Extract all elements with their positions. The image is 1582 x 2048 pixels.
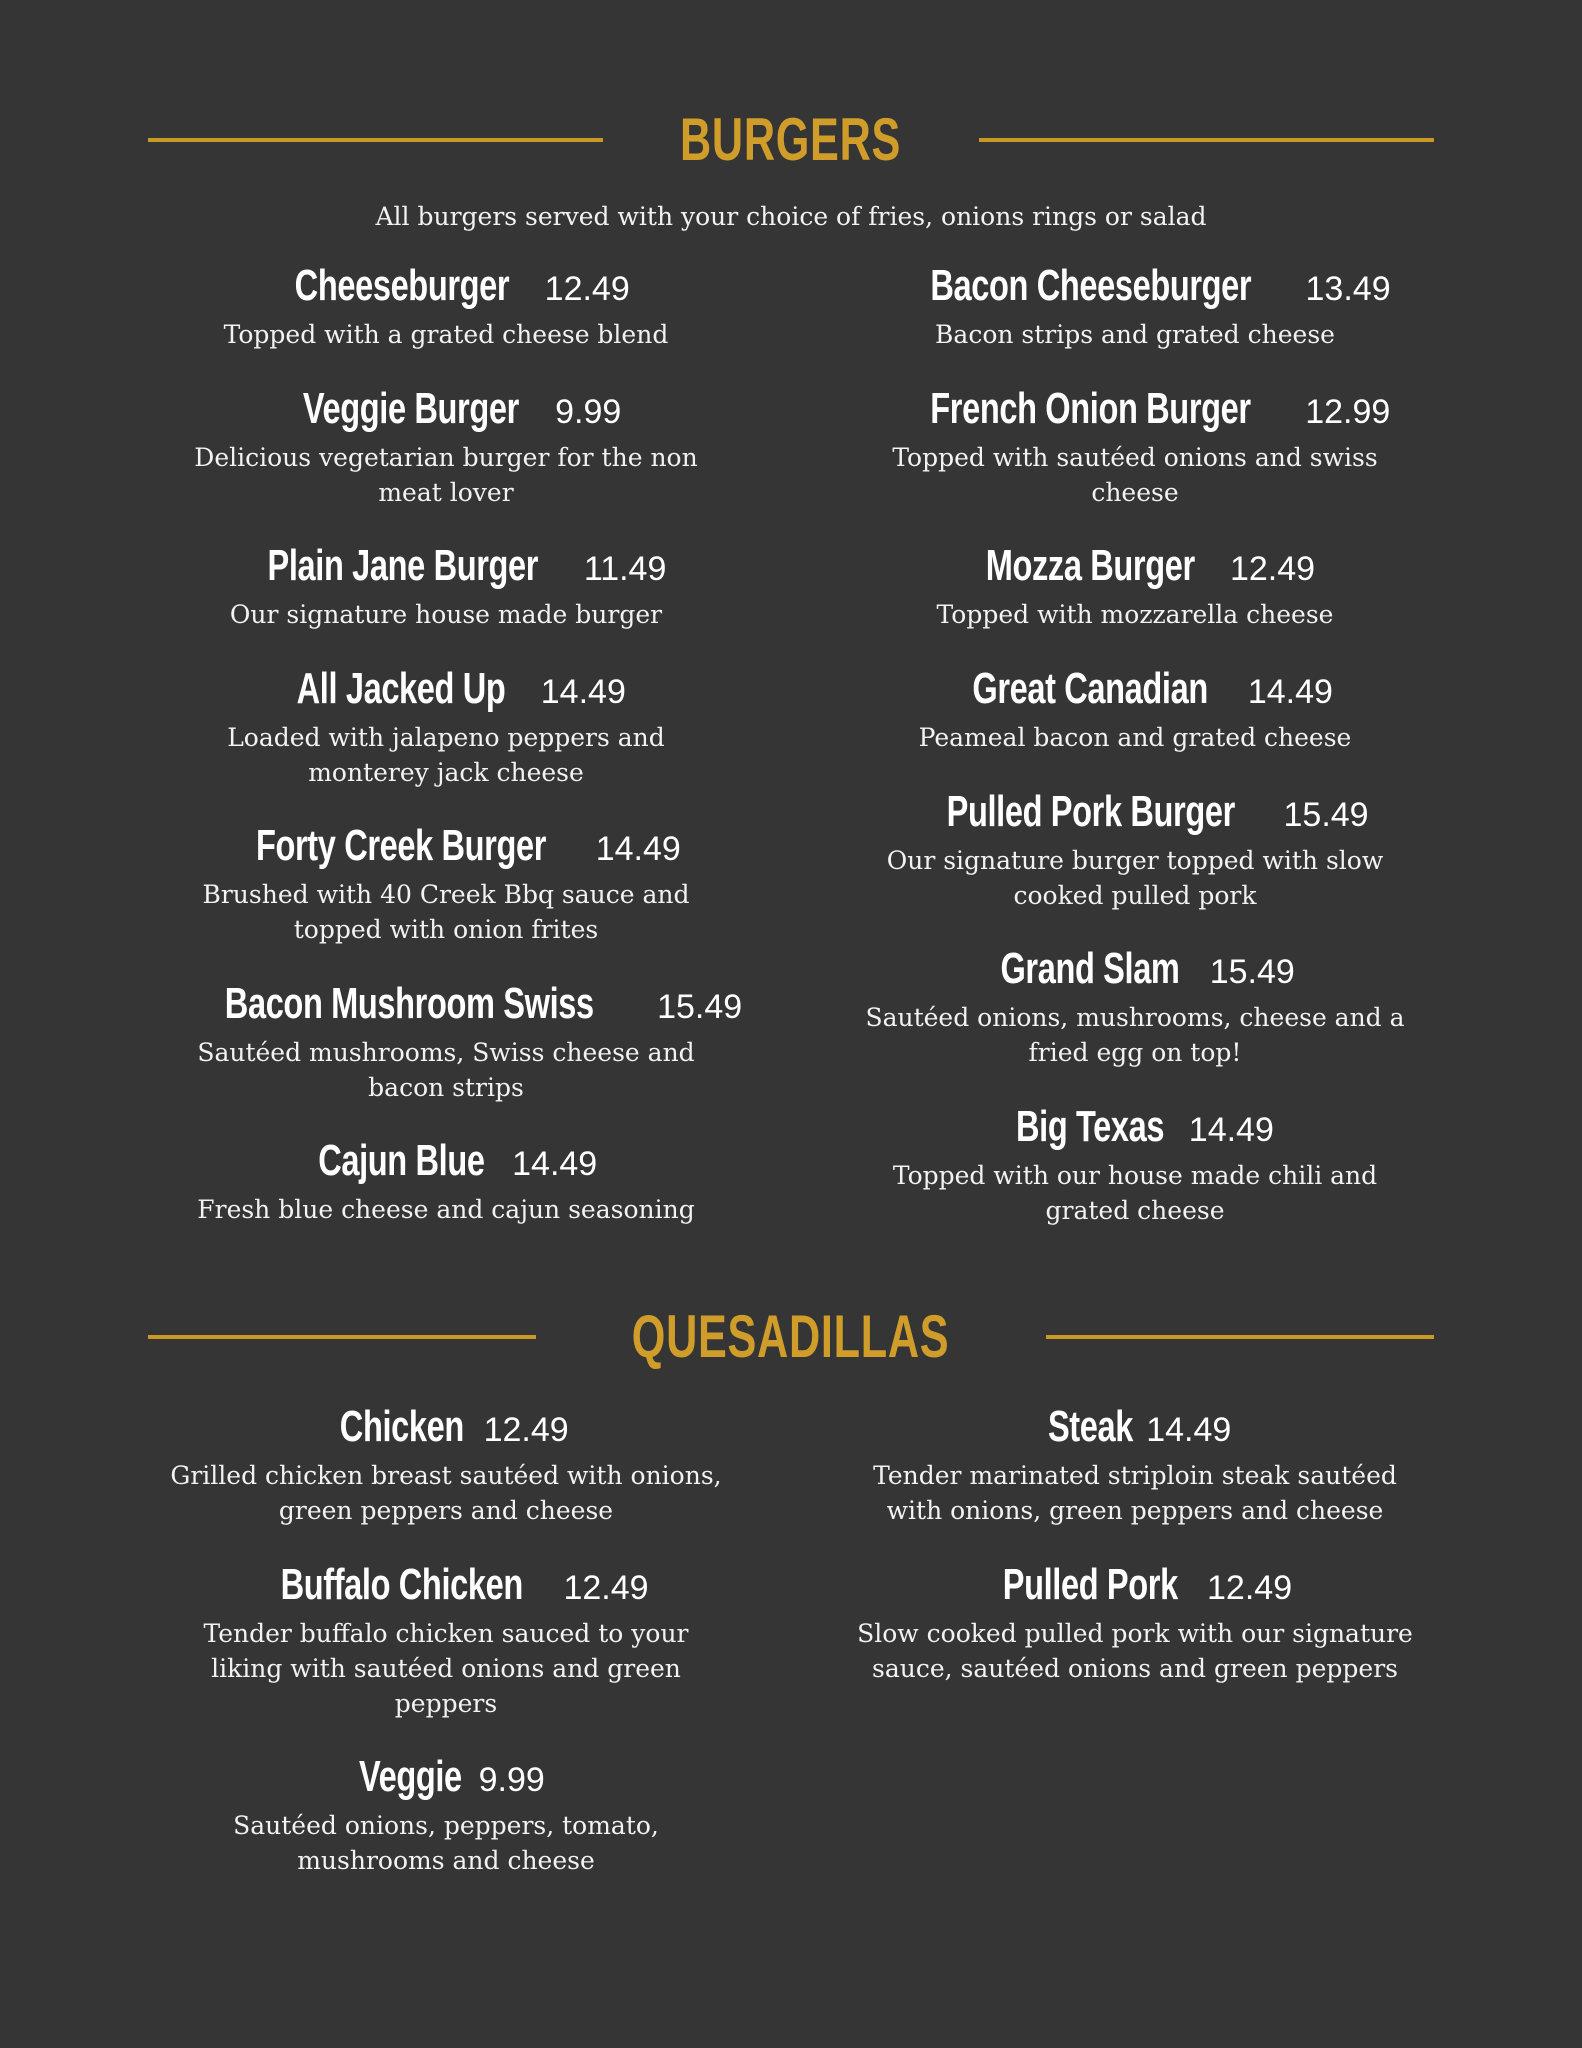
item-price: 11.49	[583, 550, 667, 588]
item-description: Our signature house made burger	[229, 599, 663, 629]
item-name: French Onion Burger	[930, 384, 1251, 433]
quesadillas-title: QUESADILLAS	[632, 1303, 950, 1370]
menu-item	[166, 1751, 726, 1878]
item-description: Topped with a grated cheese blend	[223, 319, 669, 349]
burgers-title: BURGERS	[680, 106, 902, 173]
item-price: 12.99	[1305, 393, 1391, 431]
menu-item	[855, 786, 1415, 913]
header-rule-left	[148, 138, 603, 142]
item-description: Brushed with 40 Creek Bbq sauce and topped with onion frites	[202, 879, 690, 944]
item-description: Delicious vegetarian burger for the non meat lover	[194, 442, 698, 507]
item-price: 14.49	[1188, 1111, 1274, 1149]
menu-item	[166, 383, 726, 510]
item-name: Grand Slam	[1000, 944, 1180, 993]
item-name: Forty Creek Burger	[256, 821, 547, 870]
item-description: Loaded with jalapeno peppers and monterey jack cheese	[227, 722, 665, 787]
header-rule-right	[979, 138, 1434, 142]
item-price: 15.49	[1209, 953, 1295, 991]
item-description: Sautéed mushrooms, Swiss cheese and bacon strips	[197, 1037, 695, 1102]
item-description: Our signature burger topped with slow cooked pulled pork	[886, 845, 1384, 910]
item-price: 13.49	[1305, 270, 1391, 308]
item-price: 15.49	[657, 988, 743, 1026]
item-description: Sautéed onions, peppers, tomato, mushrooms and cheese	[233, 1810, 659, 1875]
item-price: 12.49	[1229, 550, 1316, 588]
item-price: 14.49	[512, 1145, 598, 1183]
item-name: Cheeseburger	[294, 261, 509, 310]
item-description: Grilled chicken breast sautéed with onions, green peppers and cheese	[170, 1460, 722, 1525]
item-name: Bacon Mushroom Swiss	[225, 979, 595, 1028]
menu-item	[855, 943, 1415, 1070]
item-name: Buffalo Chicken	[280, 1560, 523, 1609]
item-description: Topped with our house made chili and grated cheese	[892, 1160, 1378, 1225]
item-price: 9.99	[478, 1761, 545, 1799]
item-name: Great Canadian	[972, 664, 1209, 713]
menu-item	[166, 820, 726, 947]
item-name: Plain Jane Burger	[267, 541, 538, 590]
item-description: Fresh blue cheese and cajun seasoning	[197, 1194, 695, 1224]
item-description: Slow cooked pulled pork with our signature sauce, sautéed onions and green peppers	[857, 1618, 1413, 1683]
item-name: Pulled Pork Burger	[946, 787, 1235, 836]
item-description: Bacon strips and grated cheese	[935, 319, 1335, 349]
quesadillas-header	[148, 1301, 1434, 1373]
item-name: Pulled Pork	[1002, 1560, 1178, 1609]
item-name: Chicken	[339, 1402, 464, 1451]
menu-item	[166, 663, 726, 790]
menu-item	[166, 260, 726, 352]
menu-item	[166, 978, 743, 1105]
item-name: Cajun Blue	[318, 1136, 485, 1185]
item-name: Big Texas	[1016, 1102, 1165, 1151]
item-description: Tender buffalo chicken sauced to your liking with sautéed onions and green peppers	[203, 1618, 689, 1718]
burgers-header	[148, 104, 1434, 176]
item-description: Tender marinated striploin steak sautéed with onions, green peppers and cheese	[873, 1460, 1397, 1525]
menu-item	[855, 663, 1415, 755]
menu-item	[146, 1401, 746, 1528]
item-price: 14.49	[540, 673, 626, 711]
burgers-subtitle: All burgers served with your choice of fries, onions rings or salad	[375, 202, 1207, 231]
header-rule-left	[148, 1335, 536, 1339]
menu-item	[835, 1559, 1435, 1686]
item-price: 12.49	[544, 270, 630, 308]
item-description: Topped with sautéed onions and swiss cheese	[892, 442, 1378, 507]
item-name: Veggie Burger	[302, 384, 519, 433]
item-name: All Jacked Up	[297, 664, 506, 713]
menu-item	[855, 383, 1415, 510]
item-name: Mozza Burger	[985, 541, 1195, 590]
item-name: Veggie	[359, 1752, 463, 1801]
menu-item	[855, 540, 1415, 632]
item-price: 12.49	[1207, 1569, 1293, 1607]
item-description: Sautéed onions, mushrooms, cheese and a fried egg on top!	[865, 1002, 1405, 1067]
menu-item	[166, 1135, 726, 1227]
item-price: 12.49	[563, 1569, 649, 1607]
menu-item	[845, 1401, 1425, 1528]
item-price: 14.49	[595, 830, 681, 868]
item-price: 15.49	[1283, 796, 1369, 834]
menu-item	[166, 1559, 726, 1721]
item-description: Peameal bacon and grated cheese	[918, 722, 1352, 752]
menu-item	[166, 540, 726, 632]
item-description: Topped with mozzarella cheese	[936, 599, 1334, 629]
item-price: 14.49	[1247, 673, 1333, 711]
item-price: 14.49	[1146, 1411, 1232, 1449]
menu-item	[855, 1101, 1415, 1228]
item-price: 12.49	[483, 1411, 569, 1449]
item-price: 9.99	[555, 393, 622, 431]
item-name: Bacon Cheeseburger	[930, 261, 1251, 310]
menu-item	[855, 260, 1415, 352]
item-name: Steak	[1047, 1402, 1133, 1451]
header-rule-right	[1046, 1335, 1434, 1339]
